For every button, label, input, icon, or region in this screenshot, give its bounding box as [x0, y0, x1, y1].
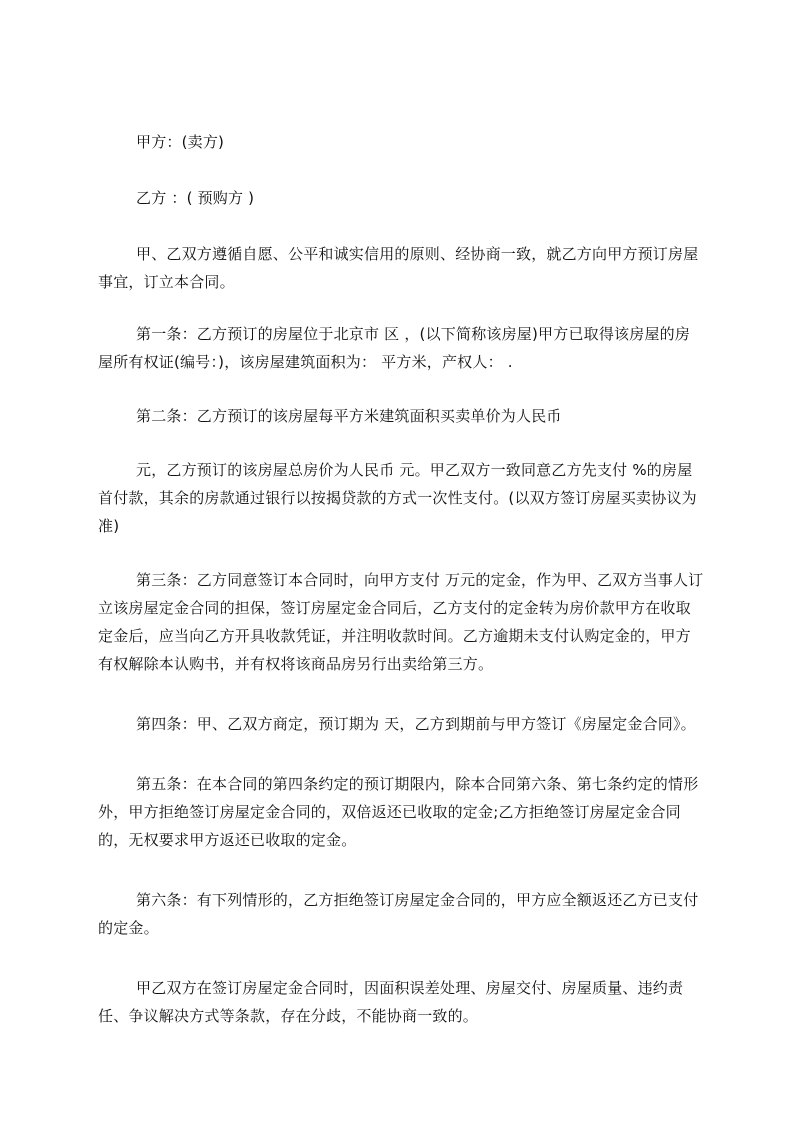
article-2-line-2: 元，乙方预订的该房屋总房价为人民币 元。甲乙双方一致同意乙方先支付 %的房屋首付款，其余的房款通过银行以按揭贷款的方式一次性支付。(以双方签订房屋买卖协议为准): [98, 461, 697, 535]
article-1-paragraph: 第一条：乙方预订的房屋位于北京市 区 ，(以下简称该房屋)甲方已取得该房屋的房屋所有权证(编号：)，该房屋建筑面积为： 平方米，产权人： .: [98, 325, 691, 371]
article-6-paragraph: 第六条：有下列情形的，乙方拒绝签订房屋定金合同的，甲方应全额返还乙方已支付的定金。: [98, 891, 699, 937]
article-4-paragraph: 第四条：甲、乙双方商定，预订期为 天，乙方到期前与甲方签订《房屋定金合同》。: [136, 715, 696, 733]
article-3-paragraph: 第三条：乙方同意签订本合同时，向甲方支付 万元的定金，作为甲、乙双方当事人订立该房屋定金合同的担保，签订房屋定金合同后，乙方支付的定金转为房价款甲方在收取定金后，应当向乙方开具收款凭证，并注明收款时间。乙方逾期未支付认购定金的，甲方有权解除本认购书，并有权将该商品房另行出卖给第三方。: [98, 571, 704, 673]
article-2-line-1: 第二条：乙方预订的该房屋每平方米建筑面积买卖单价为人民币: [136, 407, 562, 425]
party-a-line: 甲方：(卖方): [136, 133, 225, 151]
intro-paragraph: 甲、乙双方遵循自愿、公平和诚实信用的原则、经协商一致，就乙方向甲方预订房屋事宜，订立本合同。: [98, 245, 699, 291]
party-b-line: 乙方 ：( 预购方 ): [136, 189, 255, 207]
article-6-case-paragraph: 甲乙双方在签订房屋定金合同时，因面积误差处理、房屋交付、房屋质量、违约责任、争议解决方式等条款，存在分歧，不能协商一致的。: [98, 979, 684, 1025]
article-5-paragraph: 第五条：在本合同的第四条约定的预订期限内，除本合同第六条、第七条约定的情形外，甲方拒绝签订房屋定金合同的，双倍返还已收取的定金;乙方拒绝签订房屋定金合同的，无权要求甲方返还已收取的定金。: [98, 775, 699, 849]
document-body: [98, 128, 704, 1030]
